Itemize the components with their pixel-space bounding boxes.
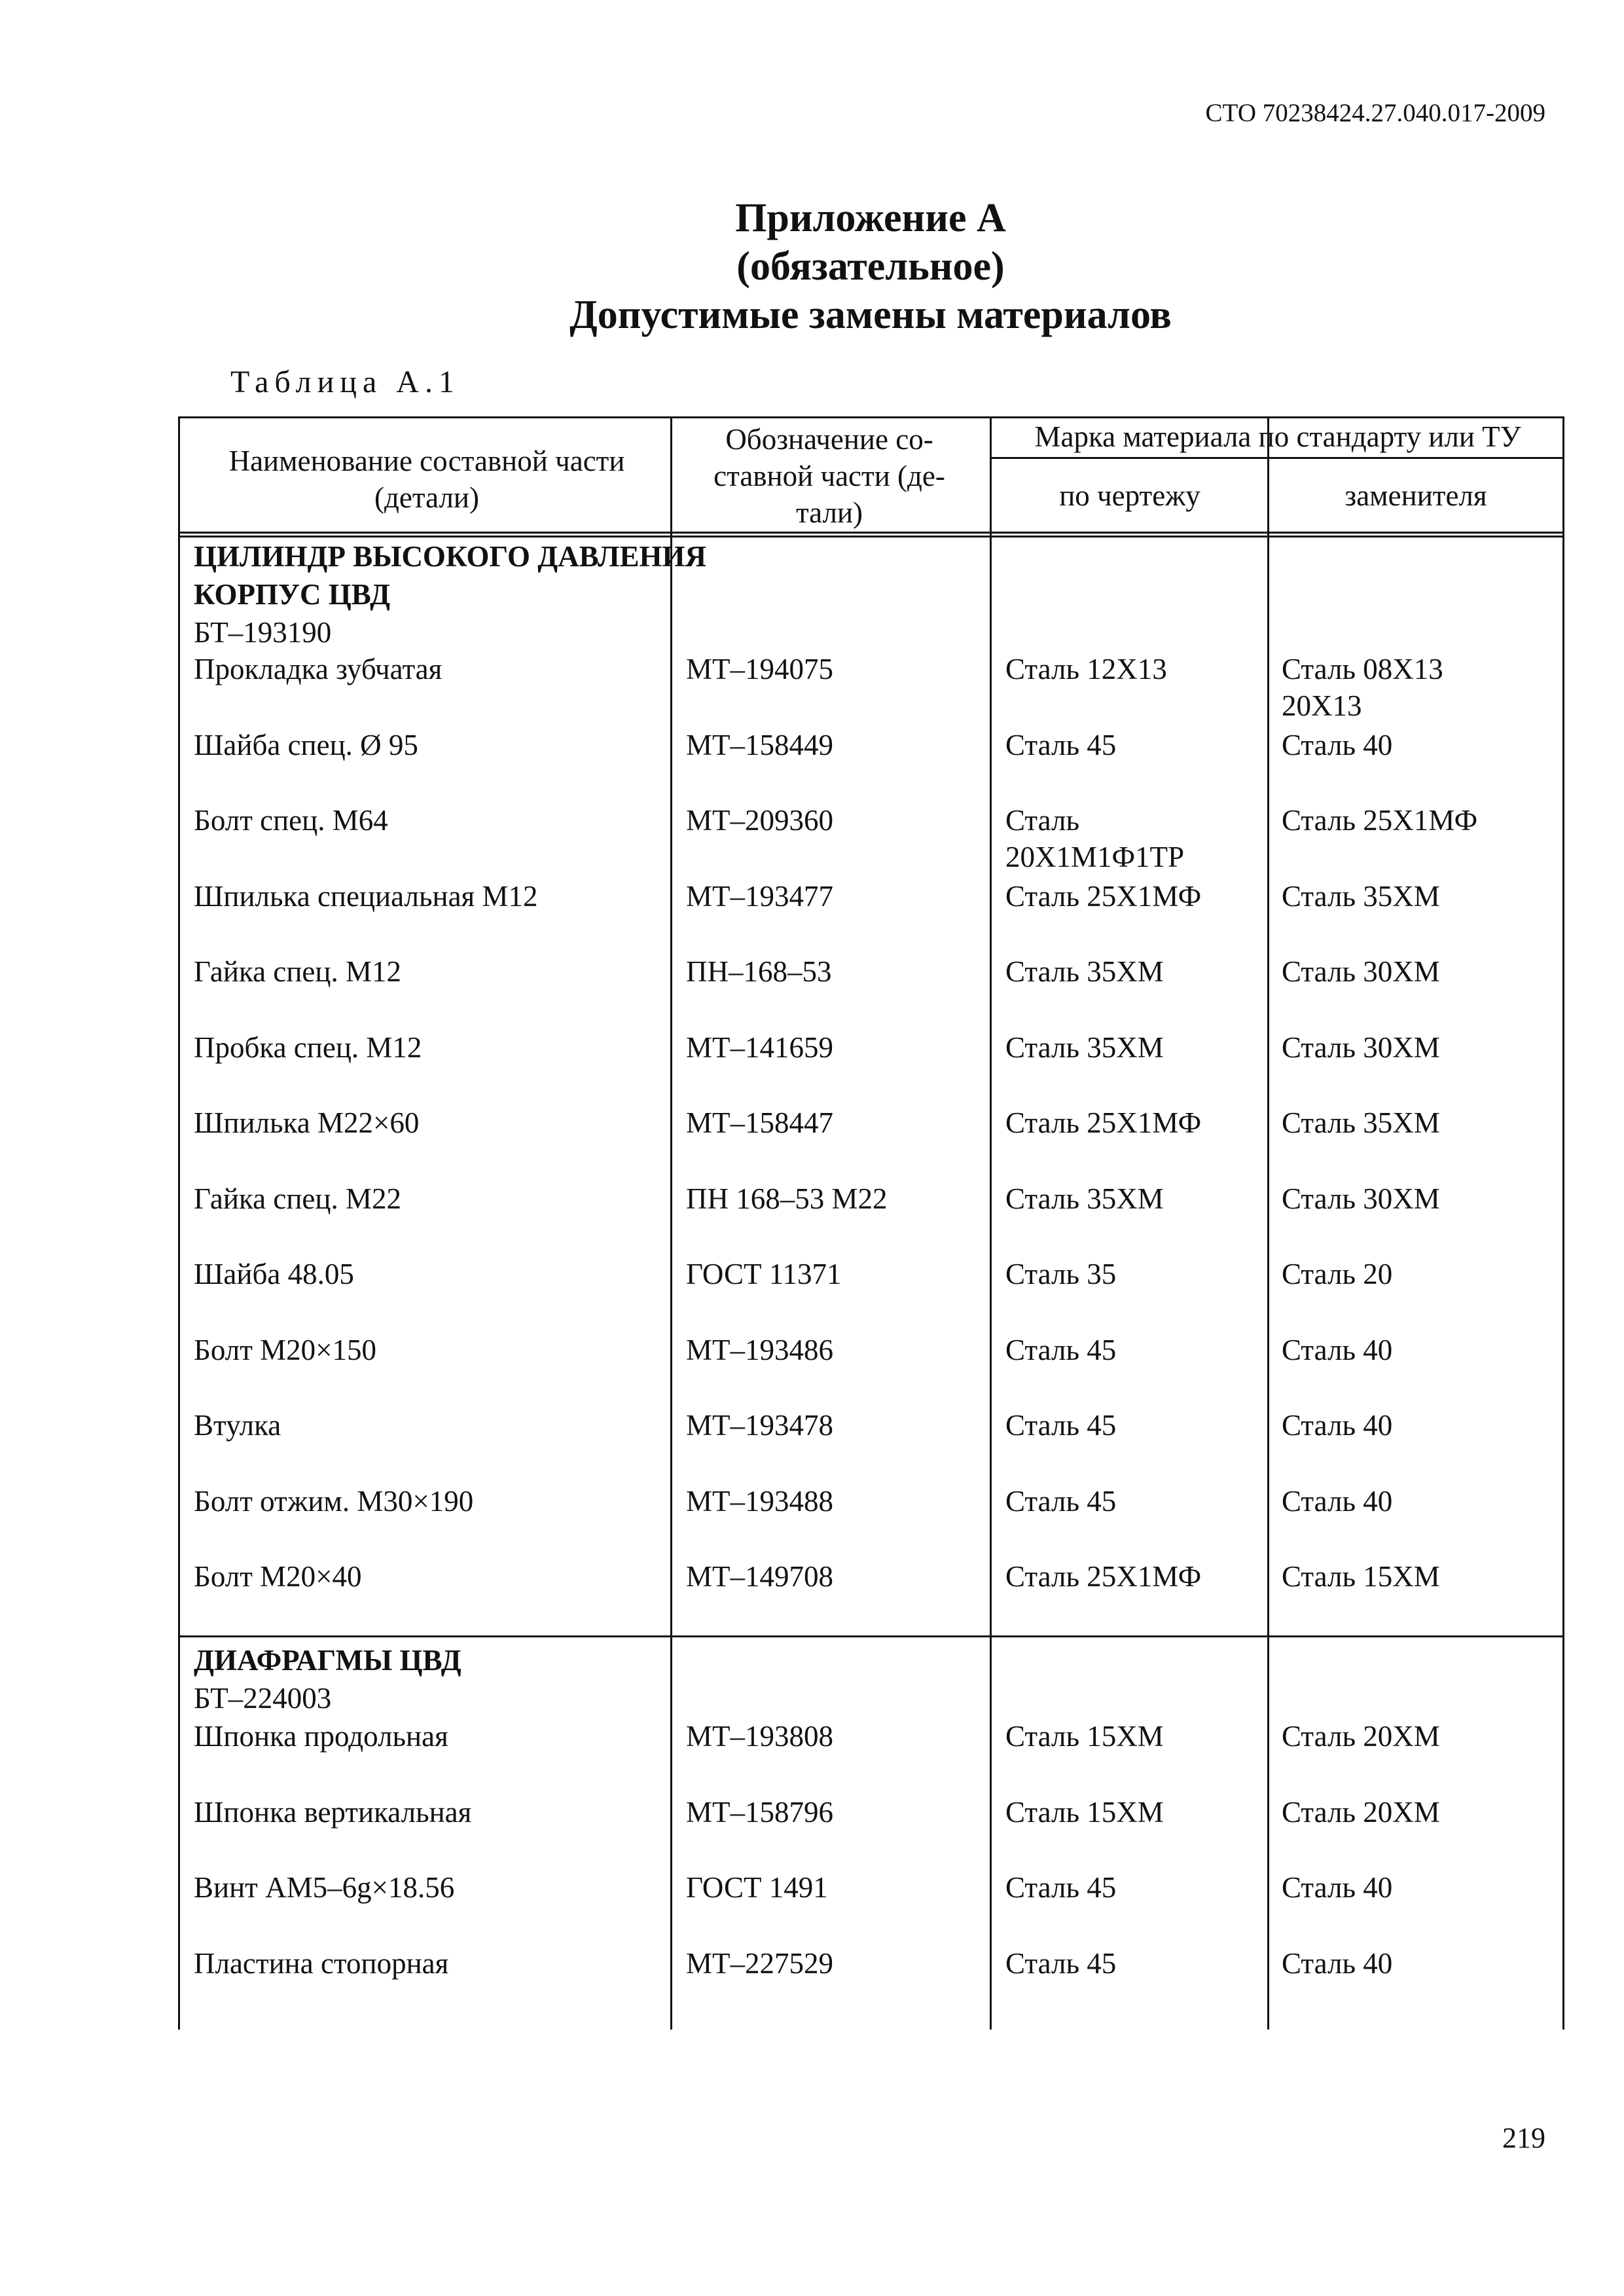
part-name: Болт спец. М64 (194, 804, 388, 837)
material-by-drawing: Сталь 15ХМ (1005, 1795, 1164, 1829)
material-by-drawing: Сталь 45 (1005, 1409, 1117, 1442)
part-designation: ПН–168–53 (686, 955, 832, 988)
section-divider (178, 1635, 1564, 1637)
material-substitute: Сталь 40 (1282, 1946, 1393, 1980)
material-by-drawing: Сталь 45 (1005, 728, 1117, 761)
part-designation: МТ–158447 (686, 1106, 833, 1139)
section-title: ДИАФРАГМЫ ЦВД (194, 1644, 461, 1677)
material-by-drawing: Сталь (1005, 804, 1079, 837)
material-substitute: Сталь 30ХМ (1282, 1030, 1440, 1064)
material-substitute: Сталь 40 (1282, 1484, 1393, 1518)
part-designation: МТ–209360 (686, 804, 833, 837)
part-designation: МТ–193486 (686, 1333, 833, 1366)
material-substitute: Сталь 20 (1282, 1258, 1393, 1290)
material-substitute: Сталь 35ХМ (1282, 879, 1440, 913)
material-by-drawing: Сталь 35ХМ (1005, 1030, 1164, 1064)
material-substitute: Сталь 40 (1282, 1871, 1393, 1904)
part-designation: МТ–141659 (686, 1030, 833, 1064)
part-name: Винт АМ5–6g×18.56 (194, 1871, 455, 1904)
material-substitute: Сталь 20ХМ (1282, 1720, 1440, 1753)
material-substitute: Сталь 35ХМ (1282, 1106, 1440, 1139)
section-code: БТ–224003 (194, 1682, 332, 1715)
header-material-grade: Марка материала по стандарту или ТУ (1034, 420, 1521, 453)
part-name: Гайка спец. М12 (194, 955, 401, 988)
material-substitute: Сталь 40 (1282, 728, 1393, 761)
material-by-drawing: Сталь 45 (1005, 1484, 1117, 1518)
part-name: Шайба спец. Ø 95 (194, 728, 418, 761)
column-divider-1 (670, 416, 672, 2030)
material-substitute-alt: 20Х13 (1282, 689, 1362, 722)
header-divider (178, 532, 1564, 534)
part-designation: МТ–227529 (686, 1946, 833, 1980)
table-border-right (1562, 416, 1564, 2030)
part-name: Болт М20×150 (194, 1333, 377, 1366)
material-substitute: Сталь 30ХМ (1282, 1182, 1440, 1215)
header-designation (676, 420, 983, 532)
material-substitute: Сталь 40 (1282, 1333, 1393, 1366)
header-designation-line: тали) (795, 496, 863, 529)
section-code: БТ–193190 (194, 616, 332, 649)
material-by-drawing: Сталь 45 (1005, 1871, 1117, 1904)
material-by-drawing: Сталь 25Х1МФ (1005, 1106, 1202, 1139)
part-designation: МТ–193478 (686, 1409, 833, 1442)
appendix-status: (обязательное) (736, 244, 1005, 289)
page-number: 219 (1502, 2122, 1545, 2154)
part-name: Шпонка вертикальная (194, 1795, 472, 1829)
part-designation: МТ–149708 (686, 1560, 833, 1593)
part-name: Пробка спец. М12 (194, 1030, 422, 1064)
material-substitute: Сталь 15ХМ (1282, 1560, 1440, 1593)
group-header-divider (990, 457, 1564, 459)
material-substitute: Сталь 30ХМ (1282, 955, 1440, 988)
section-subtitle: КОРПУС ЦВД (194, 578, 391, 611)
material-by-drawing: Сталь 45 (1005, 1333, 1117, 1366)
materials-table (178, 416, 1564, 2030)
material-by-drawing: Сталь 15ХМ (1005, 1720, 1164, 1753)
material-substitute: Сталь 40 (1282, 1409, 1393, 1442)
appendix-title: Приложение А (735, 196, 1006, 240)
material-by-drawing: Сталь 35 (1005, 1258, 1117, 1290)
table-border-left (178, 416, 180, 2030)
part-designation: МТ–193488 (686, 1484, 833, 1518)
material-by-drawing: Сталь 25Х1МФ (1005, 879, 1202, 913)
part-name: Втулка (194, 1409, 281, 1442)
header-divider-double (178, 536, 1564, 538)
part-name: Шайба 48.05 (194, 1258, 354, 1290)
appendix-subject: Допустимые замены материалов (569, 293, 1172, 337)
material-substitute: Сталь 25Х1МФ (1282, 804, 1478, 837)
material-by-drawing: Сталь 45 (1005, 1946, 1117, 1980)
part-designation: МТ–158449 (686, 728, 833, 761)
column-divider-2 (990, 416, 992, 2030)
part-name: Болт М20×40 (194, 1560, 362, 1593)
header-substitute: заменителя (1344, 479, 1487, 512)
header-designation-line: ставной части (де- (713, 460, 945, 492)
material-by-drawing: Сталь 12Х13 (1005, 653, 1167, 685)
part-designation: ГОСТ 11371 (686, 1258, 842, 1290)
material-by-drawing: Сталь 25Х1МФ (1005, 1560, 1202, 1593)
part-name: Пластина стопорная (194, 1946, 449, 1980)
part-name: Гайка спец. М22 (194, 1182, 401, 1215)
part-name: Прокладка зубчатая (194, 653, 442, 685)
part-name: Шпилька М22×60 (194, 1106, 420, 1139)
part-designation: МТ–158796 (686, 1795, 833, 1829)
part-designation: МТ–194075 (686, 653, 833, 685)
header-by-drawing: по чертежу (1059, 479, 1200, 512)
part-designation: МТ–193477 (686, 879, 833, 913)
page-title (0, 194, 1624, 339)
part-name: Болт отжим. М30×190 (194, 1484, 474, 1518)
material-substitute: Сталь 08Х13 (1282, 653, 1443, 685)
header-designation-line: Обозначение со- (725, 423, 933, 456)
part-designation: МТ–193808 (686, 1720, 833, 1753)
header-part-name: Наименование составной части (детали) (228, 445, 625, 514)
material-substitute: Сталь 20ХМ (1282, 1795, 1440, 1829)
part-name: Шпонка продольная (194, 1720, 448, 1753)
part-designation: ПН 168–53 М22 (686, 1182, 888, 1215)
part-designation: ГОСТ 1491 (686, 1871, 828, 1904)
material-by-drawing: Сталь 35ХМ (1005, 955, 1164, 988)
part-name: Шпилька специальная М12 (194, 879, 538, 913)
material-by-drawing: Сталь 35ХМ (1005, 1182, 1164, 1215)
column-divider-3 (1267, 416, 1269, 2030)
document-code: СТО 70238424.27.040.017-2009 (1205, 99, 1545, 127)
material-by-drawing-cont: 20Х1М1Ф1ТР (1005, 841, 1185, 873)
section-title: ЦИЛИНДР ВЫСОКОГО ДАВЛЕНИЯ (194, 540, 707, 573)
table-caption: Таблица А.1 (230, 365, 460, 399)
